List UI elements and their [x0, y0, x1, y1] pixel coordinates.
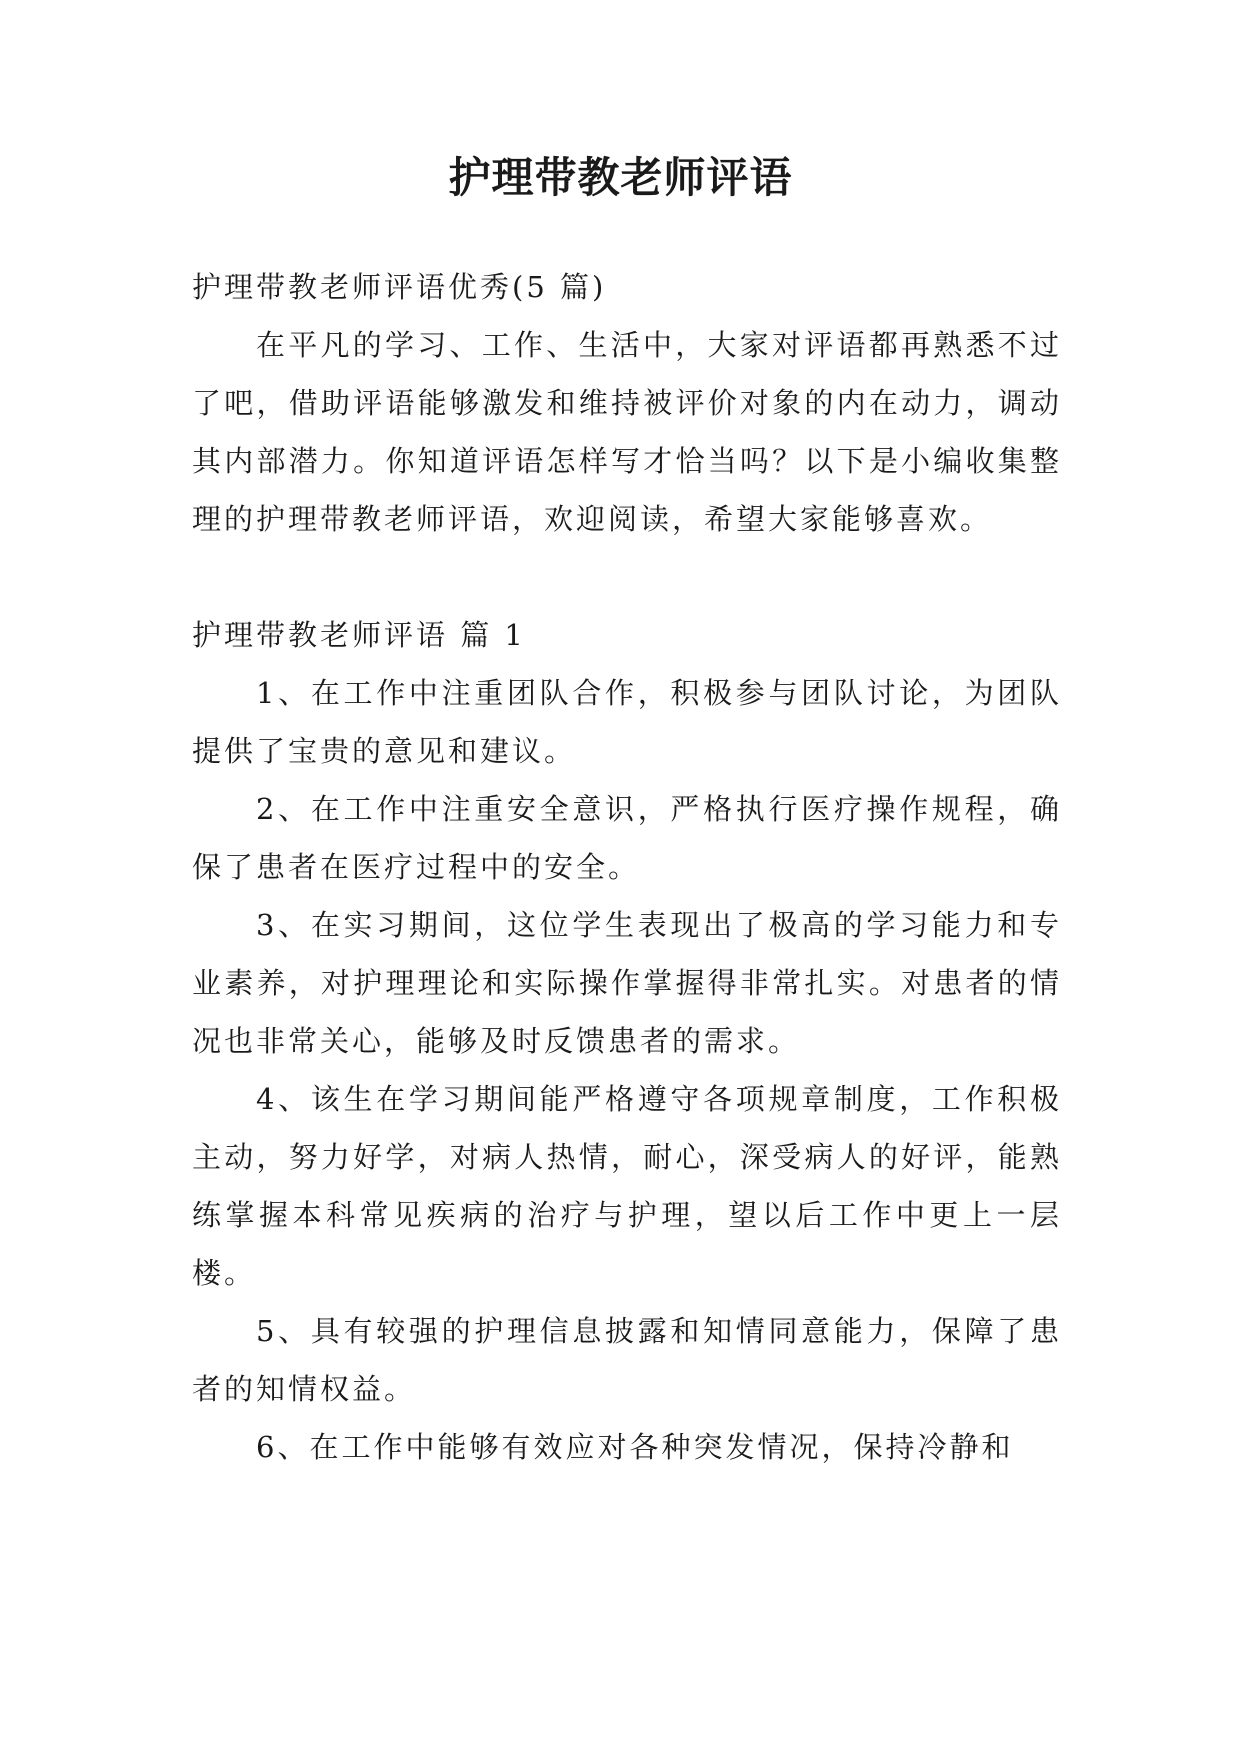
list-item: 1、在工作中注重团队合作，积极参与团队讨论，为团队提供了宝贵的意见和建议。 — [192, 676, 1062, 768]
list-item: 5、具有较强的护理信息披露和知情同意能力，保障了患者的知情权益。 — [192, 1314, 1062, 1406]
section-spacer — [192, 548, 1062, 606]
document-title: 护理带教老师评语 — [448, 153, 793, 202]
list-item: 6、在工作中能够有效应对各种突发情况，保持冷静和 — [256, 1430, 1014, 1464]
document-body — [192, 258, 1062, 1476]
section-heading: 护理带教老师评语 篇 1 — [192, 618, 526, 652]
list-item: 3、在实习期间，这位学生表现出了极高的学习能力和专业素养，对护理理论和实际操作掌握得非常扎实。对患者的情况也非常关心，能够及时反馈患者的需求。 — [192, 908, 1062, 1058]
list-item: 2、在工作中注重安全意识，严格执行医疗操作规程，确保了患者在医疗过程中的安全。 — [192, 792, 1062, 884]
intro-heading: 护理带教老师评语优秀(5 篇) — [192, 270, 607, 304]
list-item: 4、该生在学习期间能严格遵守各项规章制度，工作积极主动，努力好学，对病人热情，耐心，深受病人的好评，能熟练掌握本科常见疾病的治疗与护理，望以后工作中更上一层楼。 — [192, 1082, 1062, 1290]
intro-paragraph: 在平凡的学习、工作、生活中，大家对评语都再熟悉不过了吧，借助评语能够激发和维持被评价对象的内在动力，调动其内部潜力。你知道评语怎样写才恰当吗？以下是小编收集整理的护理带教老师评语，欢迎阅读，希望大家能够喜欢。 — [192, 328, 1062, 536]
